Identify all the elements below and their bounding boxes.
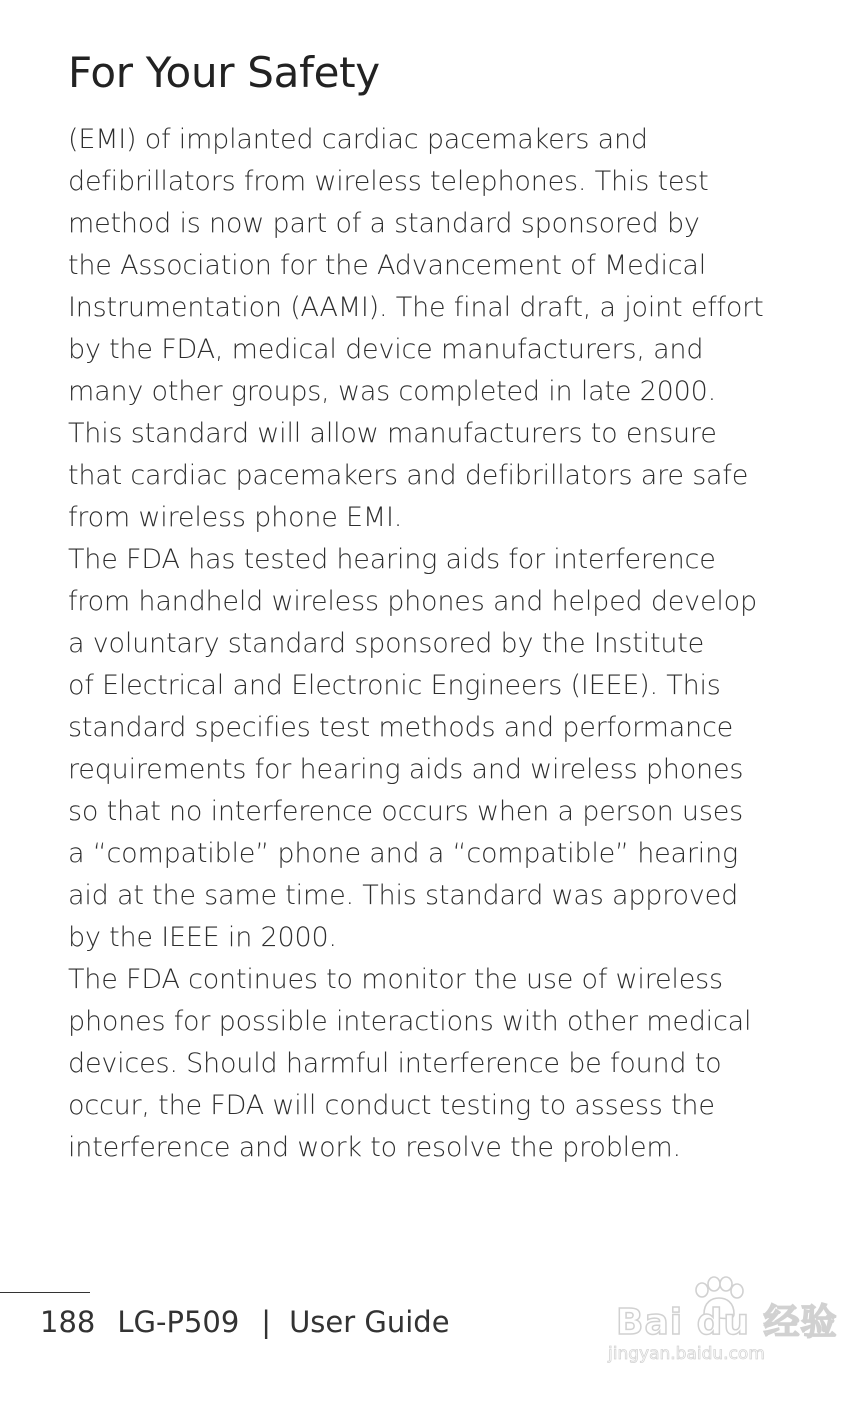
body-text (68, 119, 788, 1169)
text-line: devices. Should harmful interference be found to (68, 1048, 722, 1079)
baidu-watermark (608, 1276, 838, 1372)
text-line: The FDA has tested hearing aids for interference (68, 544, 716, 575)
text-line: (EMI) of implanted cardiac pacemakers and (68, 124, 648, 155)
page-number: 188 (40, 1305, 96, 1339)
text-line: by the IEEE in 2000. (68, 922, 337, 953)
text-line: method is now part of a standard sponsored by (68, 208, 700, 239)
text-line: a voluntary standard sponsored by the Institute (68, 628, 705, 659)
text-line: a “compatible” phone and a “compatible” hearing (68, 838, 738, 869)
text-line: that cardiac pacemakers and defibrillators are safe (68, 460, 749, 491)
text-line: This standard will allow manufacturers to ensure (68, 418, 717, 449)
text-line: requirements for hearing aids and wireless phones (68, 754, 744, 785)
text-line: occur, the FDA will conduct testing to assess the (68, 1090, 715, 1121)
watermark-url: jingyan.baidu.com (608, 1344, 765, 1364)
text-line: of Electrical and Electronic Engineers (IEEE). This (68, 670, 721, 701)
text-line: defibrillators from wireless telephones. This test (68, 166, 709, 197)
guide-label: User Guide (289, 1305, 450, 1339)
text-line: The FDA continues to monitor the use of wireless (68, 964, 723, 995)
text-line: aid at the same time. This standard was approved (68, 880, 739, 911)
text-line: interference and work to resolve the problem. (68, 1132, 681, 1163)
text-line: so that no interference occurs when a person uses (68, 796, 743, 827)
text-line: standard specifies test methods and performance (68, 712, 734, 743)
text-line: from handheld wireless phones and helped develop (68, 586, 757, 617)
page-title: For Your Safety (68, 48, 380, 97)
footer-divider (0, 1292, 90, 1293)
text-line: the Association for the Advancement of Medical (68, 250, 707, 281)
text-line: phones for possible interactions with other medical (68, 1006, 752, 1037)
text-line: Instrumentation (AAMI). The final draft, a joint effort (68, 292, 764, 323)
text-line: many other groups, was completed in late 2000. (68, 376, 716, 407)
watermark-logo: Bai du 经验 (616, 1302, 838, 1343)
footer-separator: | (261, 1305, 272, 1339)
text-line: by the FDA, medical device manufacturers, and (68, 334, 704, 365)
page-footer (40, 1305, 472, 1339)
text-line: from wireless phone EMI. (68, 502, 403, 533)
model-name: LG-P509 (117, 1305, 240, 1339)
